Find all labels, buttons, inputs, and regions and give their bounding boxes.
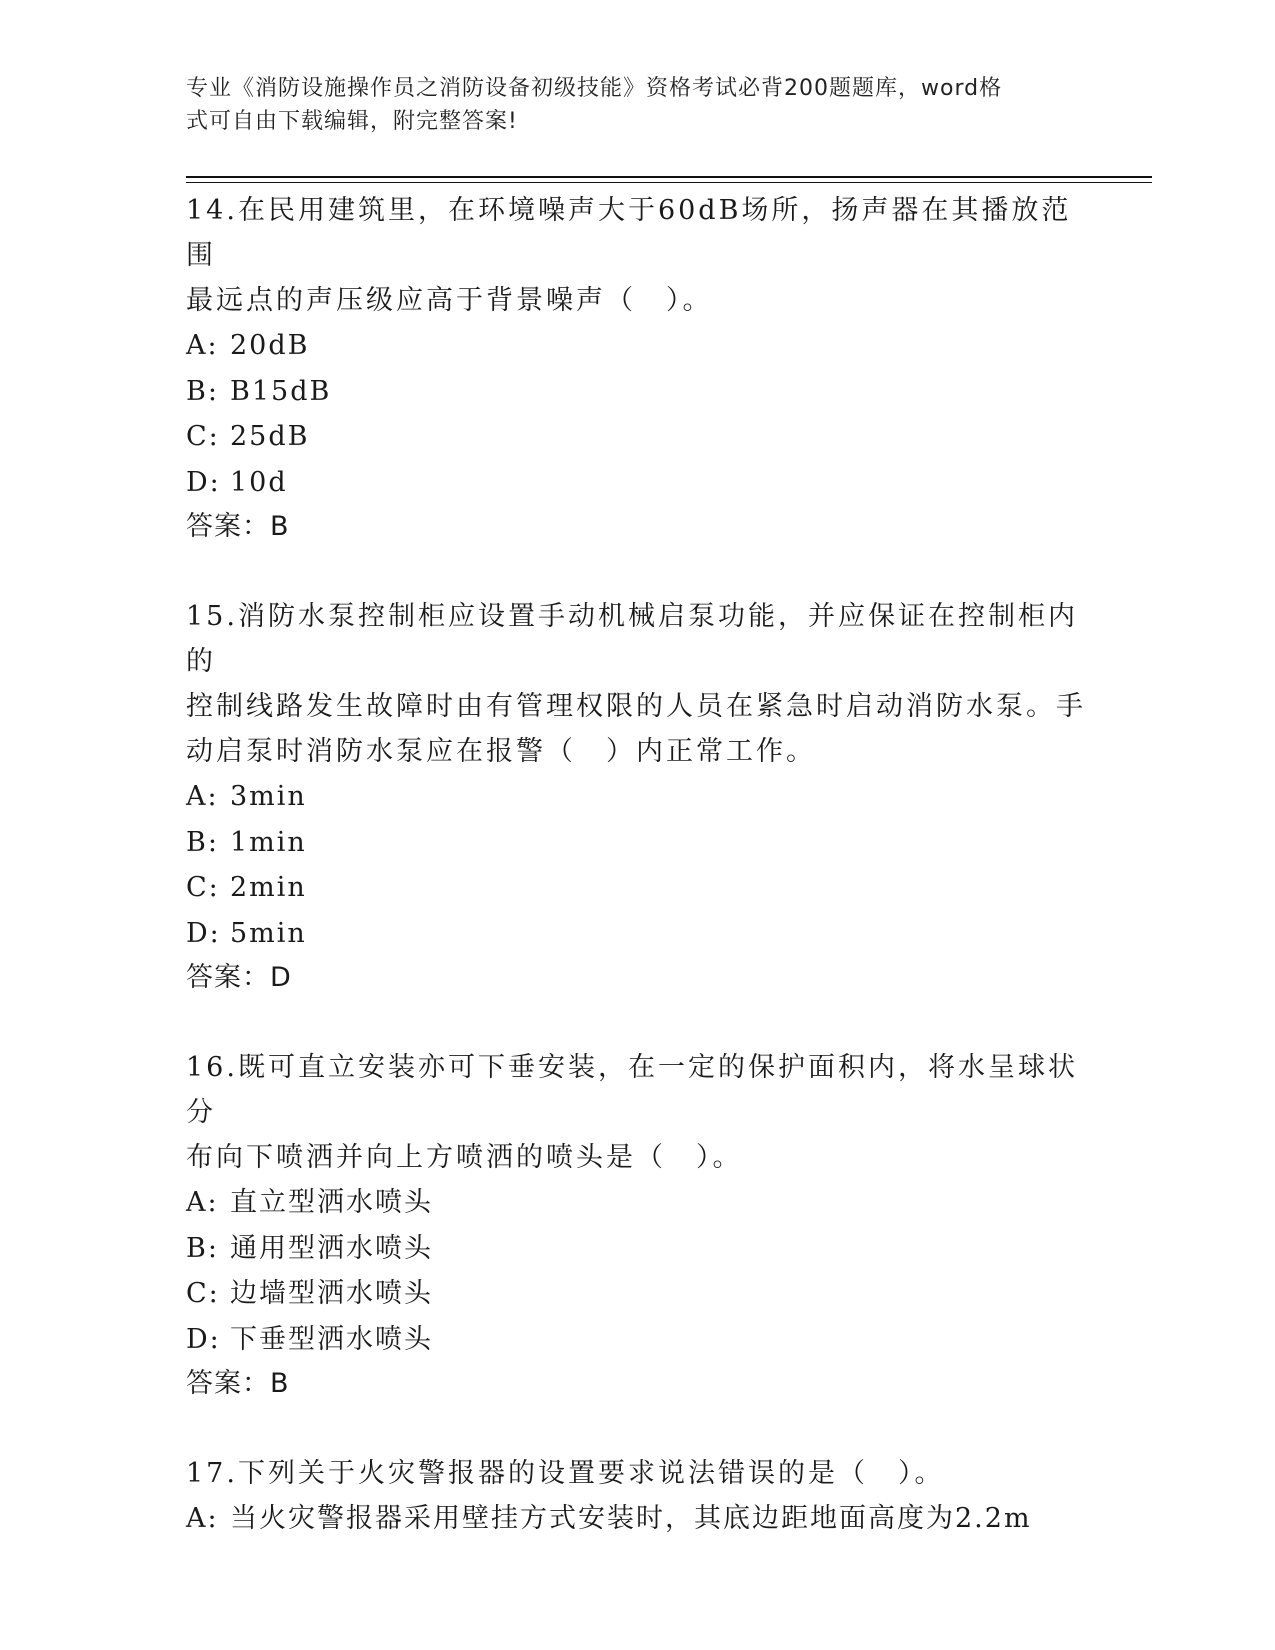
option-text: 2min (230, 872, 307, 903)
option-c (186, 1271, 1086, 1317)
spacer (186, 549, 1086, 594)
option-a (186, 1496, 1086, 1542)
question-14 (186, 188, 1086, 549)
spacer (186, 1406, 1086, 1451)
option-key: C: (186, 872, 220, 903)
option-text: 当火灾警报器采用壁挂方式安装时，其底边距地面高度为2.2m (230, 1503, 1032, 1534)
option-key: D: (186, 466, 221, 498)
answer-line: 答案：D (186, 962, 292, 993)
header-divider-thick (186, 176, 1152, 178)
option-text: 5min (230, 917, 307, 949)
option-key: A: (186, 1503, 219, 1534)
option-text: 下垂型洒水喷头 (230, 1323, 433, 1355)
spacer (186, 1000, 1086, 1045)
header-line-2: 式可自由下载编辑，附完整答案! (186, 109, 518, 134)
option-a (186, 323, 1086, 369)
option-key: B: (186, 375, 219, 407)
document-header (186, 72, 1086, 138)
question-stem-line: 控制线路发生故障时由有管理权限的人员在紧急时启动消防水泵。手 (186, 691, 1086, 722)
answer-line: 答案：B (186, 1368, 290, 1399)
option-key: A: (186, 781, 219, 812)
option-d (186, 460, 1086, 506)
option-d (186, 911, 1086, 957)
option-c (186, 865, 1086, 911)
question-stem-line: 14.在民用建筑里，在环境噪声大于60dB场所，扬声器在其播放范围 (186, 195, 1072, 271)
option-key: A: (186, 1187, 219, 1218)
option-key: D: (186, 917, 221, 949)
question-16 (186, 1045, 1086, 1406)
question-list (186, 188, 1086, 1542)
question-stem-line: 动启泵时消防水泵应在报警（ ）内正常工作。 (186, 736, 816, 767)
header-line-1: 专业《消防设施操作员之消防设备初级技能》资格考试必背200题题库，word格 (186, 76, 1003, 101)
option-text: 20dB (230, 330, 310, 361)
option-key: C: (186, 421, 220, 452)
option-key: B: (186, 826, 219, 858)
option-text: 通用型洒水喷头 (230, 1232, 433, 1264)
option-a (186, 1180, 1086, 1226)
option-text: 3min (230, 781, 307, 812)
question-stem-line: 17.下列关于火灾警报器的设置要求说法错误的是（ ）。 (186, 1458, 945, 1489)
option-text: B15dB (230, 375, 332, 407)
option-b (186, 820, 1086, 866)
option-key: D: (186, 1323, 221, 1355)
option-key: C: (186, 1278, 220, 1309)
question-stem-line: 最远点的声压级应高于背景噪声（ ）。 (186, 285, 713, 316)
option-text: 1min (230, 826, 307, 858)
option-text: 25dB (230, 421, 310, 452)
question-17 (186, 1451, 1086, 1542)
option-key: B: (186, 1232, 219, 1264)
option-text: 边墙型洒水喷头 (230, 1278, 433, 1309)
header-divider-thin (186, 182, 1152, 183)
question-stem-line: 15.消防水泵控制柜应设置手动机械启泵功能，并应保证在控制柜内的 (186, 601, 1078, 677)
option-key: A: (186, 330, 219, 361)
option-text: 10d (230, 466, 288, 498)
question-15 (186, 594, 1086, 1000)
question-stem-line: 布向下喷洒并向上方喷洒的喷头是（ ）。 (186, 1142, 743, 1173)
answer-line: 答案：B (186, 511, 290, 542)
option-b (186, 369, 1086, 415)
option-b (186, 1226, 1086, 1272)
option-d (186, 1317, 1086, 1363)
question-stem-line: 16.既可直立安装亦可下垂安装，在一定的保护面积内，将水呈球状分 (186, 1052, 1078, 1128)
option-text: 直立型洒水喷头 (230, 1187, 433, 1218)
option-c (186, 414, 1086, 460)
option-a (186, 774, 1086, 820)
